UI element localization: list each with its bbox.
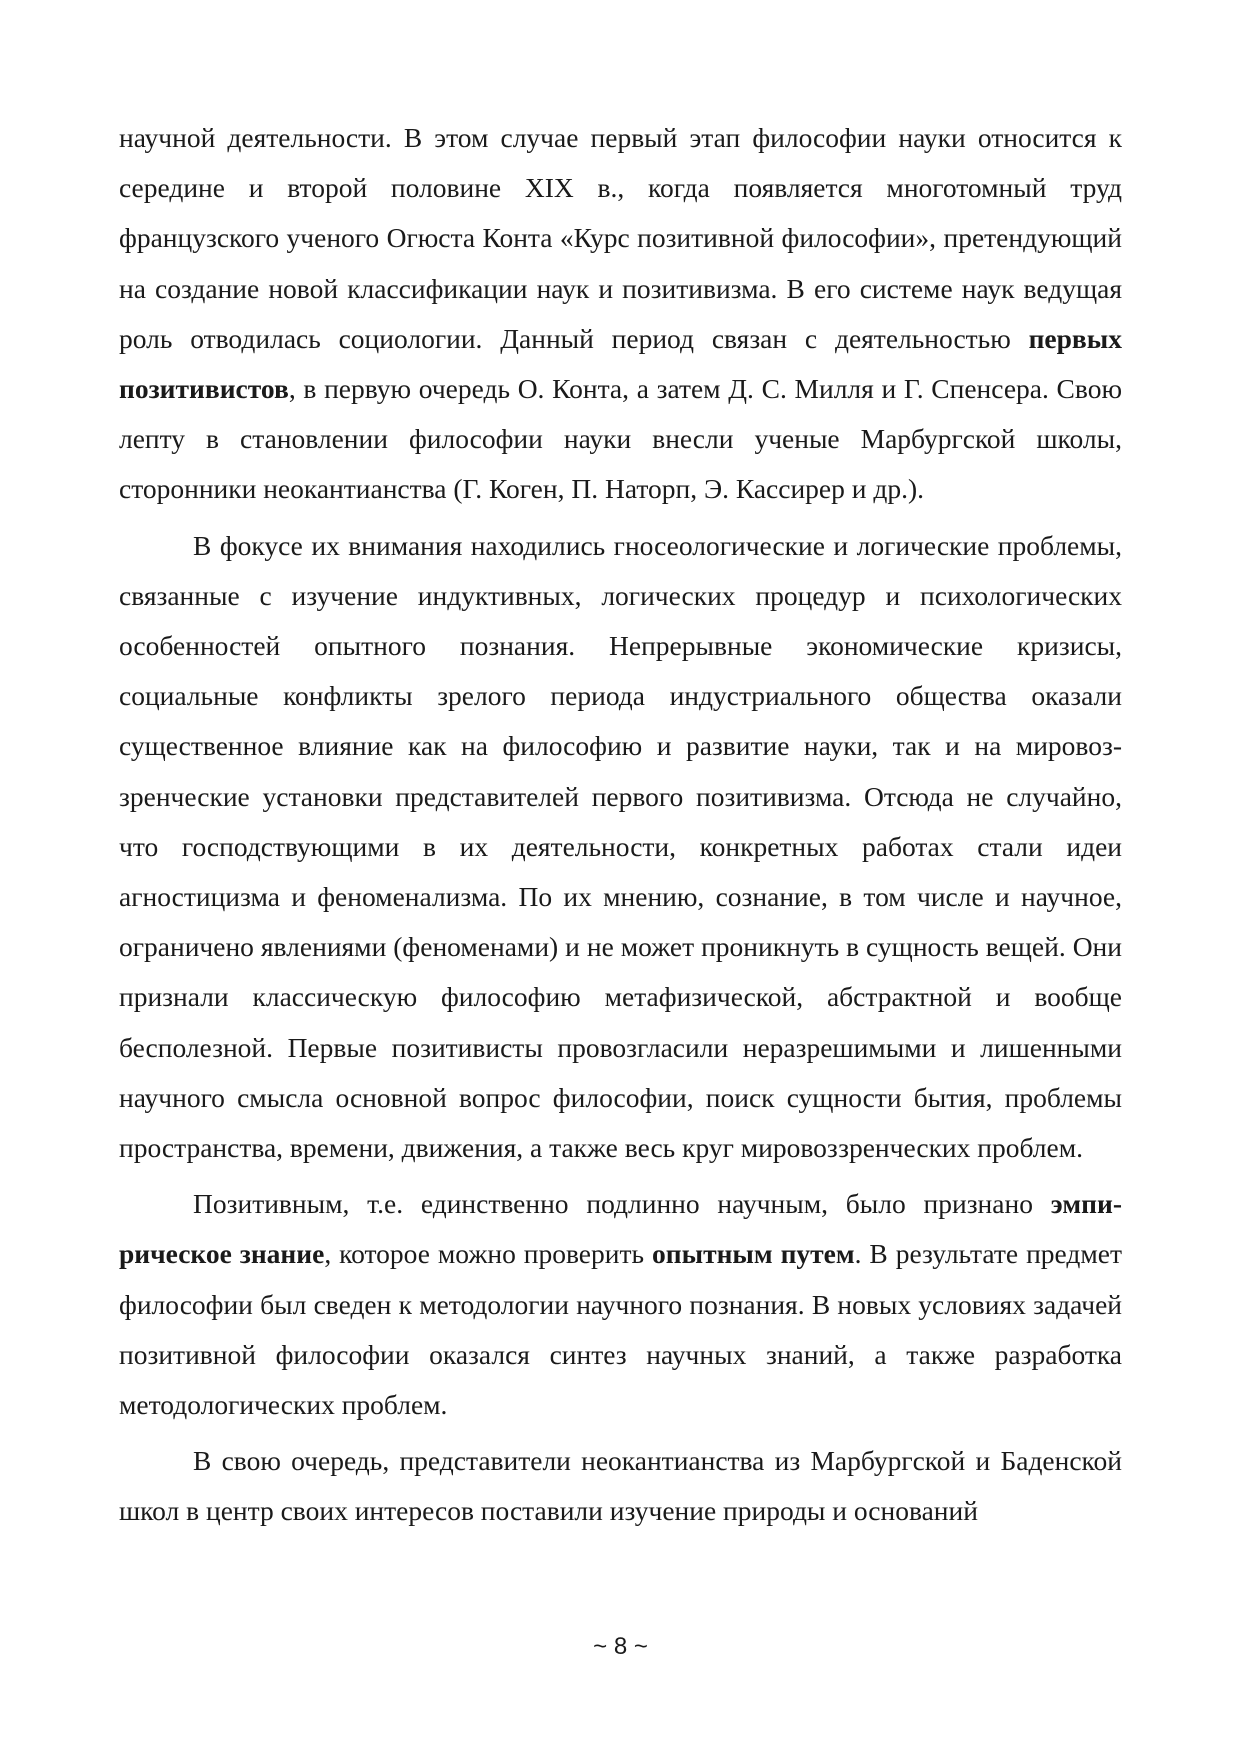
text-run: , в первую очередь О. Конта, а затем Д. С. Милля и Г. Спенсера. Свою лепту в становлении философии науки внесли ученые Марбургской школы, сторонники неокантианства (Г. Коген, П. Наторп, Э. Кассирер и др.).	[119, 373, 1122, 505]
text-run: В свою очередь, представители неокантианства из Марбургской и Баденской школ в центр своих интересов поставили изучение природы и оснований	[119, 1445, 1122, 1527]
body-text	[119, 113, 1122, 1537]
bold-term: эмпирическое знание	[119, 1188, 1122, 1270]
paragraph	[119, 521, 1122, 1174]
text-run: , которое можно проверить	[324, 1238, 652, 1270]
text-run: научной деятельности. В этом случае первый этап философии науки относится к середине и второй половине XIX в., когда появляется многотомный труд французского ученого Огюста Конта «Курс позитивной философии», претендующий на создание новой классификации наук и позитивизма. В его системе наук ведущая роль отводилась социологии. Данный период связан с деятельностью	[119, 122, 1122, 354]
bold-term: первых позитивистов	[119, 322, 1122, 405]
page-number: ~ 8 ~	[593, 1633, 648, 1660]
bold-term: опытным путем	[652, 1238, 855, 1270]
text-run: В фокусе их внимания находились гносеологические и логические проблемы, связанные с изучение индуктивных, логических процедур и психологических особенностей опытного познания. Непрерывные экономические кризисы, социальные конфликты зрелого периода индустриального общества оказали существенное влияние как на философию и развитие науки, так и на мировоззренческие установки представителей первого позитивизма. Отсюда не случайно, что господствующими в их деятельности, конкретных работах стали идеи агностицизма и феноменализма. По их мнению, сознание, в том числе и научное, ограничено явлениями (феноменами) и не может проникнуть в сущность вещей. Они признали классическую философию метафизической, абстрактной и вообще бесполезной. Первые позитивисты провозгласили неразрешимыми и лишенными научного смысла основной вопрос философии, поиск сущности бытия, проблемы пространства, времени, движения, а также весь круг мировоззренческих проблем.	[119, 529, 1122, 1164]
paragraph	[119, 113, 1122, 515]
text-run: . В результате предмет философии был сведен к методологии научного познания. В новых условиях задачей позитивной философии оказался синтез научных знаний, а также разработка методологических проблем.	[119, 1238, 1122, 1421]
paragraph	[119, 1179, 1122, 1430]
text-run: Позитивным, т.е. единственно подлинно научным, было признано	[193, 1188, 1051, 1220]
paragraph	[119, 1436, 1122, 1536]
